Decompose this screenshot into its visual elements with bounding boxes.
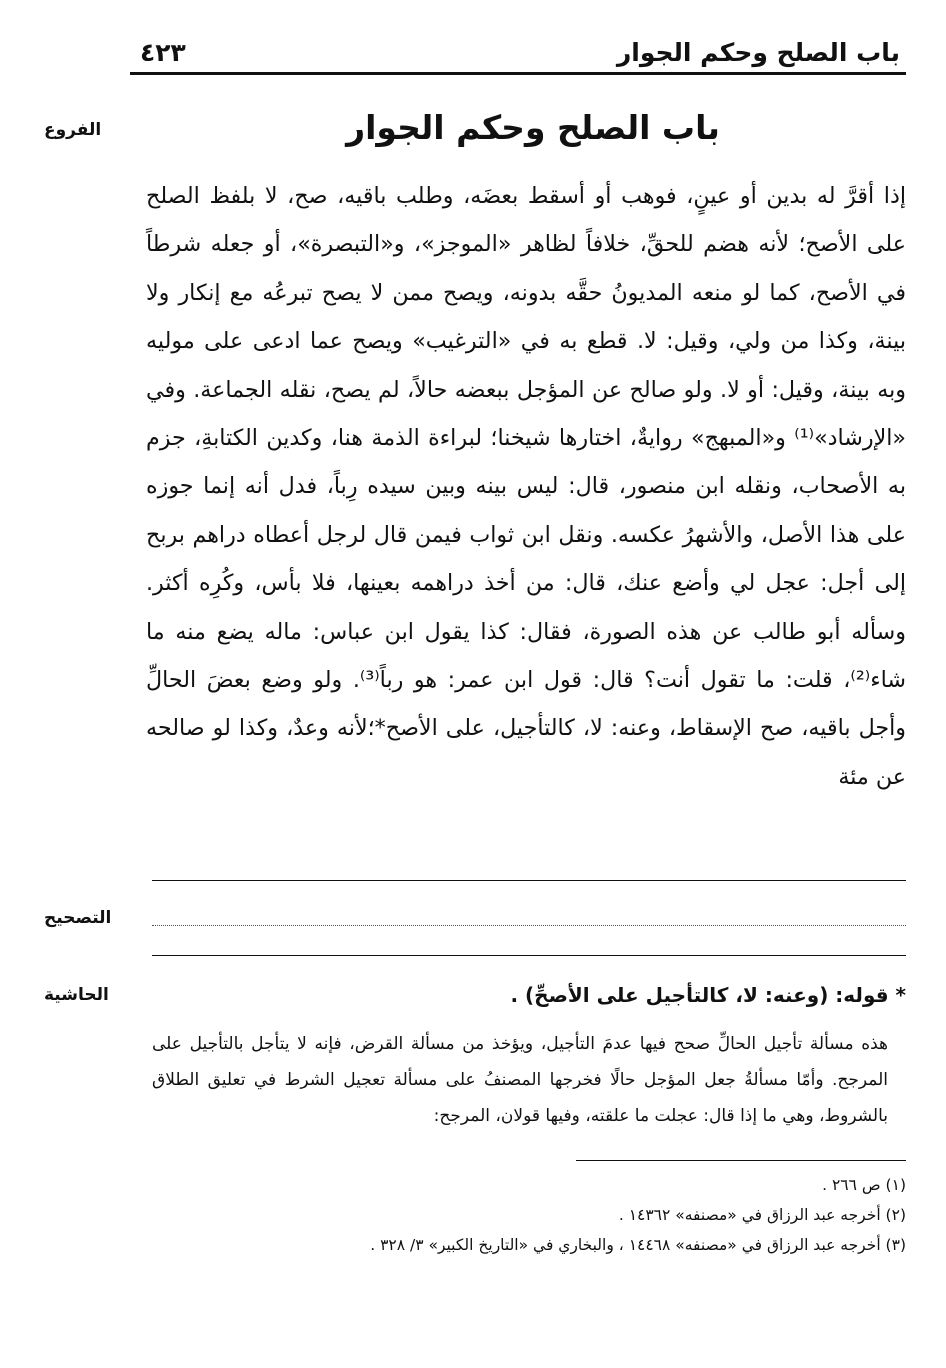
side-label-tashih: التصحيح	[44, 908, 112, 928]
footnote-rule	[576, 1160, 906, 1161]
running-title: باب الصلح وحكم الجوار	[616, 38, 900, 67]
page-number: ٤٢٣	[140, 38, 186, 67]
footnote-3: (٣) أخرجه عبد الرزاق في «مصنفه» ١٤٤٦٨ ، والبخاري في «التاريخ الكبير» ٣/ ٣٢٨ .	[370, 1236, 906, 1254]
footnote-2: (٢) أخرجه عبد الرزاق في «مصنفه» ١٤٣٦٢ .	[618, 1206, 906, 1224]
note-paragraph: هذه مسألة تأجيل الحالِّ صحح فيها عدمَ التأجيل، ويؤخذ من مسألة القرض، فإنه لا يتأجل بالتأجيل على المرجح. وأمّا مسألةُ جعل المؤجل حالًا فخرجها المصنفُ على مسألة تعجيل الشرط في تعليق الطلاق بالشروط، وهي ما إذا قال: عجلت ما علقته، وفيها قولان، المرجح:	[152, 1034, 888, 1126]
section-rule-top	[152, 880, 906, 881]
chapter-title: باب الصلح وحكم الجوار	[346, 108, 720, 147]
main-paragraph: إذا أقرَّ له بدين أو عينٍ، فوهب أو أسقط بعضَه، وطلب باقيه، صح، لا بلفظ الصلح على الأصح؛ لأنه هضم للحقِّ، خلافاً لظاهر «الموجز»، و«التبصرة»، أو جعله شرطاً في الأصح، كما لو منعه المديونُ حقَّه بدونه، ويصح ممن لا يصح تبرعُه مع إنكار ولا بينة، وكذا من ولي، وقيل: لا. قطع به في «الترغيب» ويصح عما ادعى على موليه وبه بينة، وقيل: أو لا. ولو صالح عن المؤجل ببعضه حالاً، لم يصح، نقله الجماعة. وفي «الإرشاد»⁽¹⁾ و«المبهج» روايةٌ، اختارها شيخنا؛ لبراءة الذمة هنا، وكدين الكتابةِ، جزم به الأصحاب، ونقله ابن منصور، قال: ليس بينه وبين سيده رِباً، فدل أنه إنما جوزه على هذا الأصل، والأشهرُ عكسه. ونقل ابن ثواب فيمن قال لرجل أعطاه دراهم بربح إلى أجل: عجل لي وأضع عنك، قال: من أخذ دراهمه بعينها، فلا بأس، وكُرِه أكثر. وسأله أبو طالب عن هذه الصورة، فقال: كذا يقول ابن عباس: ماله يضع منه ما شاء⁽²⁾، قلت: ما تقول أنت؟ قال: قول ابن عمر: هو رباً⁽³⁾. ولو وضع بعضَ الحالِّ وأجل باقيه، صح الإسقاط، وعنه: لا، كالتأجيل، على الأصح*؛لأنه وعدٌ، وكذا لو صالحه عن مئة	[146, 183, 906, 790]
correction-dotted-line	[152, 925, 906, 926]
header-rule	[130, 72, 906, 75]
footnote-1: (١) ص ٢٦٦ .	[822, 1176, 906, 1194]
note-heading: * قوله: (وعنه: لا، كالتأجيل على الأصحِّ) .	[510, 983, 906, 1007]
note-body	[152, 1026, 888, 1134]
side-label-furu: الفروع	[44, 120, 102, 140]
running-header	[130, 34, 906, 74]
footnotes	[150, 1170, 906, 1260]
main-text-block	[146, 172, 906, 801]
side-label-hashiya: الحاشية	[44, 985, 109, 1005]
section-rule-bottom	[152, 955, 906, 956]
